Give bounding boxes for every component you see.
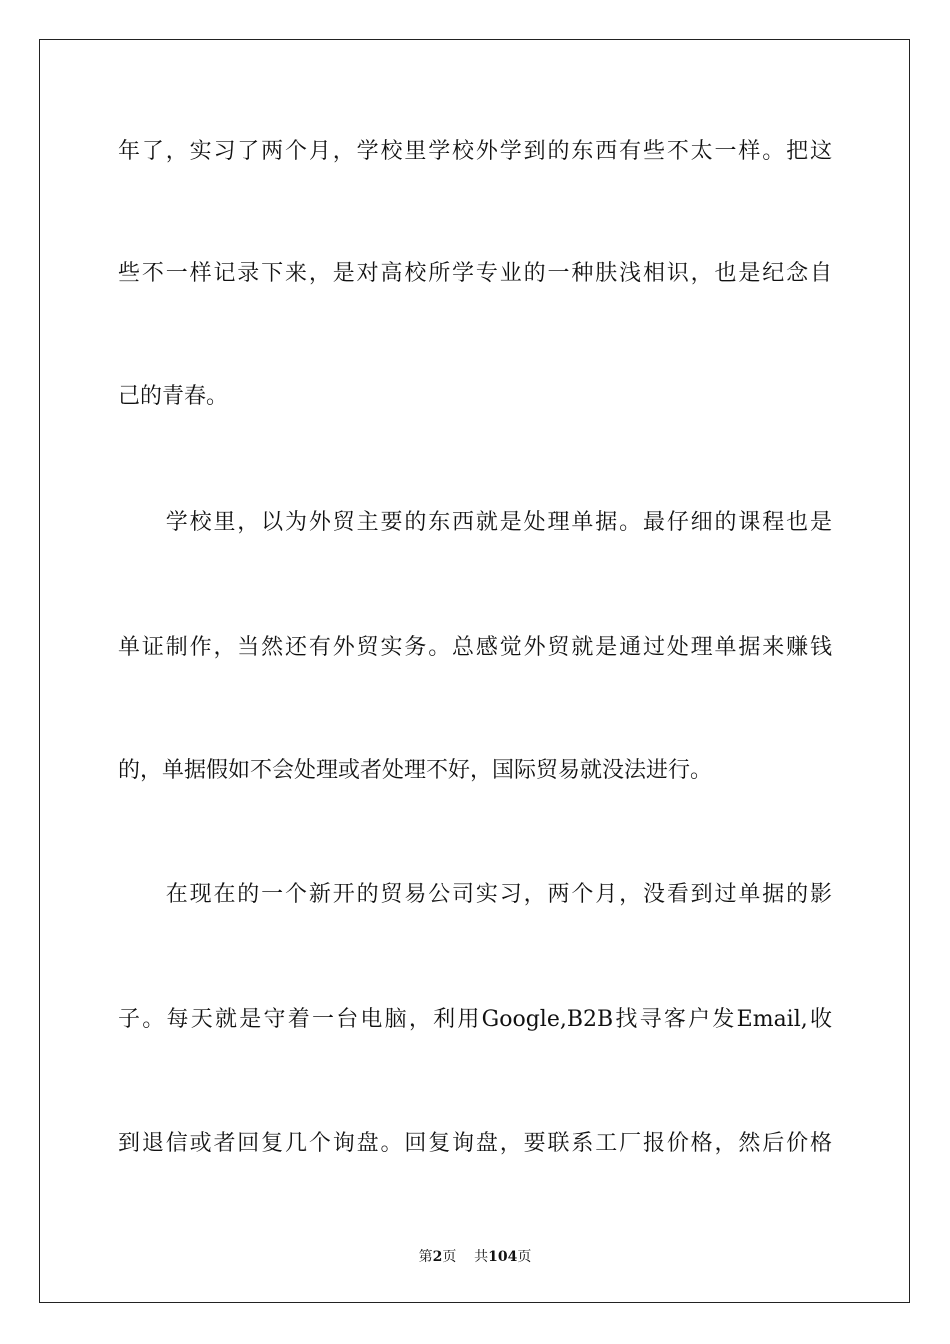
total-pages: 104 xyxy=(488,1249,518,1265)
page-footer xyxy=(0,1248,950,1266)
page-border xyxy=(39,39,910,1303)
text-line-2: 些不一样记录下来，是对高校所学专业的一种肤浅相识，也是纪念自 xyxy=(118,261,832,286)
text-line-9: 到退信或者回复几个询盘。回复询盘，要联系工厂报价格，然后价格 xyxy=(118,1131,832,1156)
text-line-3: 己的青春。 xyxy=(118,384,229,409)
text-line-4: 学校里，以为外贸主要的东西就是处理单据。最仔细的课程也是 xyxy=(118,510,832,535)
total-suffix: 页 xyxy=(517,1249,532,1265)
page-suffix: 页 xyxy=(442,1249,457,1265)
page-number: 2 xyxy=(432,1249,443,1265)
page-prefix: 第 xyxy=(418,1249,433,1265)
text-line-7: 在现在的一个新开的贸易公司实习，两个月，没看到过单据的影 xyxy=(118,882,832,907)
text-line-6: 的，单据假如不会处理或者处理不好，国际贸易就没法进行。 xyxy=(118,758,713,783)
total-prefix: 共 xyxy=(474,1249,489,1265)
text-line-5: 单证制作，当然还有外贸实务。总感觉外贸就是通过处理单据来赚钱 xyxy=(118,635,832,660)
text-line-8: 子。每天就是守着一台电脑，利用Google,B2B找寻客户发Email,收 xyxy=(118,1007,832,1032)
text-line-1: 年了，实习了两个月，学校里学校外学到的东西有些不太一样。把这 xyxy=(118,139,832,164)
